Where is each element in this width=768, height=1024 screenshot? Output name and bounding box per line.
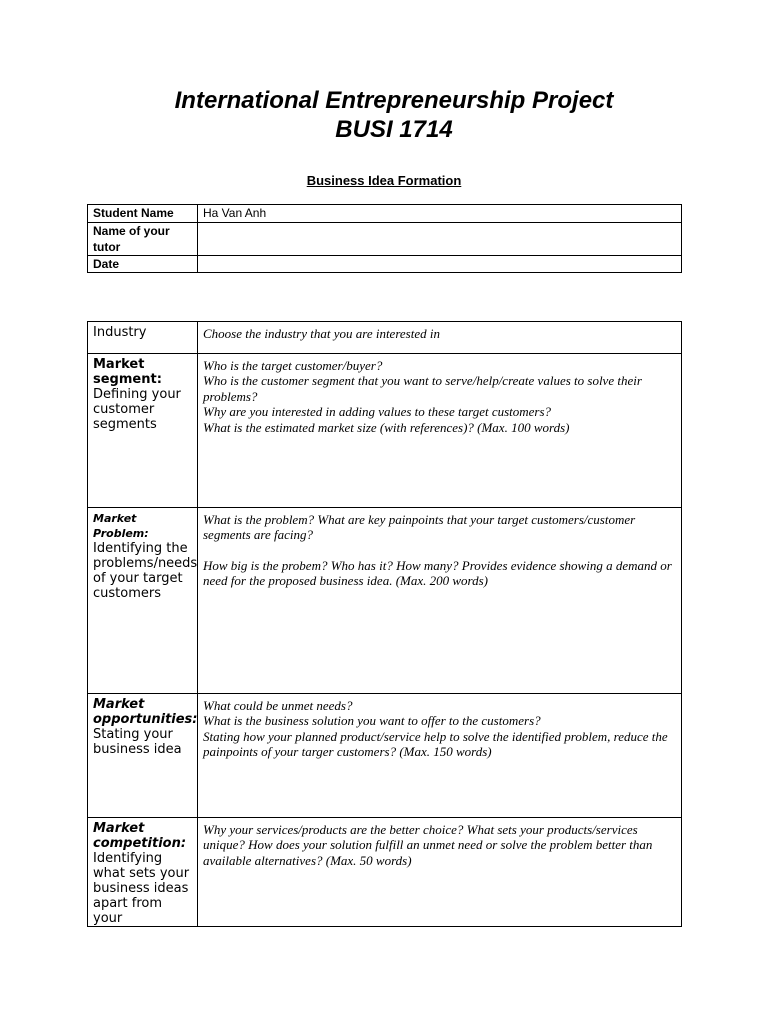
market-segment-heading: Market segment: [93,357,162,387]
market-problem-row [88,508,682,694]
opportunities-question-1: What could be unmet needs? [203,698,353,713]
student-name-row [88,205,682,223]
segment-question-1: Who is the target customer/buyer? [203,358,383,373]
market-opportunities-label [88,694,198,818]
tutor-value[interactable] [198,223,682,256]
segment-question-2: Who is the customer segment that you want to serve/help/create values to solve their problems? [203,373,642,404]
industry-label: Industry [88,322,198,354]
date-value[interactable] [198,256,682,273]
date-row [88,256,682,273]
market-competition-desc: Identifying what sets your business ideas apart from your [93,851,190,926]
tutor-row [88,223,682,256]
business-idea-table [87,321,682,927]
market-opportunities-desc: Stating your business idea [93,727,182,757]
tutor-label-line-2: tutor [93,240,121,254]
market-problem-questions[interactable] [198,508,682,694]
segment-question-3: Why are you interested in adding values to these target customers? [203,404,552,420]
opportunities-question-2: What is the business solution you want to offer to the customers? [203,713,541,729]
market-competition-row [88,818,682,927]
market-competition-heading: Market competition: [93,821,187,851]
problem-question-2: How big is the probem? Who has it? How many? Provides evidence showing a demand or need for the proposed business idea. (Max. 200 words) [203,557,672,589]
market-segment-desc: Defining your customer segments [93,387,181,432]
student-info-table [87,204,682,273]
market-segment-row [88,354,682,508]
competition-question-1: Why your services/products are the better choice? What sets your products/services unique? How does your solution fulfill an unmet need or solve the problem better than available alternatives? (Max. 50 words) [203,822,653,868]
segment-question-4: What is the estimated market size (with references)? (Max. 100 words) [203,419,570,435]
market-opportunities-heading: Market opportunities: [93,697,198,727]
title-line-2: BUSI 1714 [335,116,453,143]
market-competition-label [88,818,198,927]
title-line-1: International Entrepreneurship Project [174,87,614,114]
market-competition-questions[interactable] [198,818,682,927]
spacer [203,543,676,558]
student-name-label: Student Name [88,205,198,223]
market-problem-label [88,508,198,694]
student-name-value[interactable]: Ha Van Anh [198,205,682,223]
industry-prompt[interactable]: Choose the industry that you are interested in [198,322,682,354]
tutor-label-line-1: Name of your [93,224,170,238]
document-title [0,86,768,144]
document-subtitle: Business Idea Formation [306,173,462,188]
market-segment-questions[interactable] [198,354,682,508]
market-segment-label [88,354,198,508]
market-opportunities-questions[interactable] [198,694,682,818]
market-problem-heading: Market Problem: [93,512,149,540]
market-opportunities-row [88,694,682,818]
problem-question-1: What is the problem? What are key painpoints that your target customers/customer segments are facing? [203,512,636,543]
tutor-label [88,223,198,256]
industry-row [88,322,682,354]
date-label: Date [88,256,198,273]
opportunities-question-3: Stating how your planned product/service help to solve the identified problem, reduce the painpoints of your targer customers? (Max. 150 words) [203,728,668,760]
market-problem-desc: Identifying the problems/needs of your target customers [93,541,198,601]
